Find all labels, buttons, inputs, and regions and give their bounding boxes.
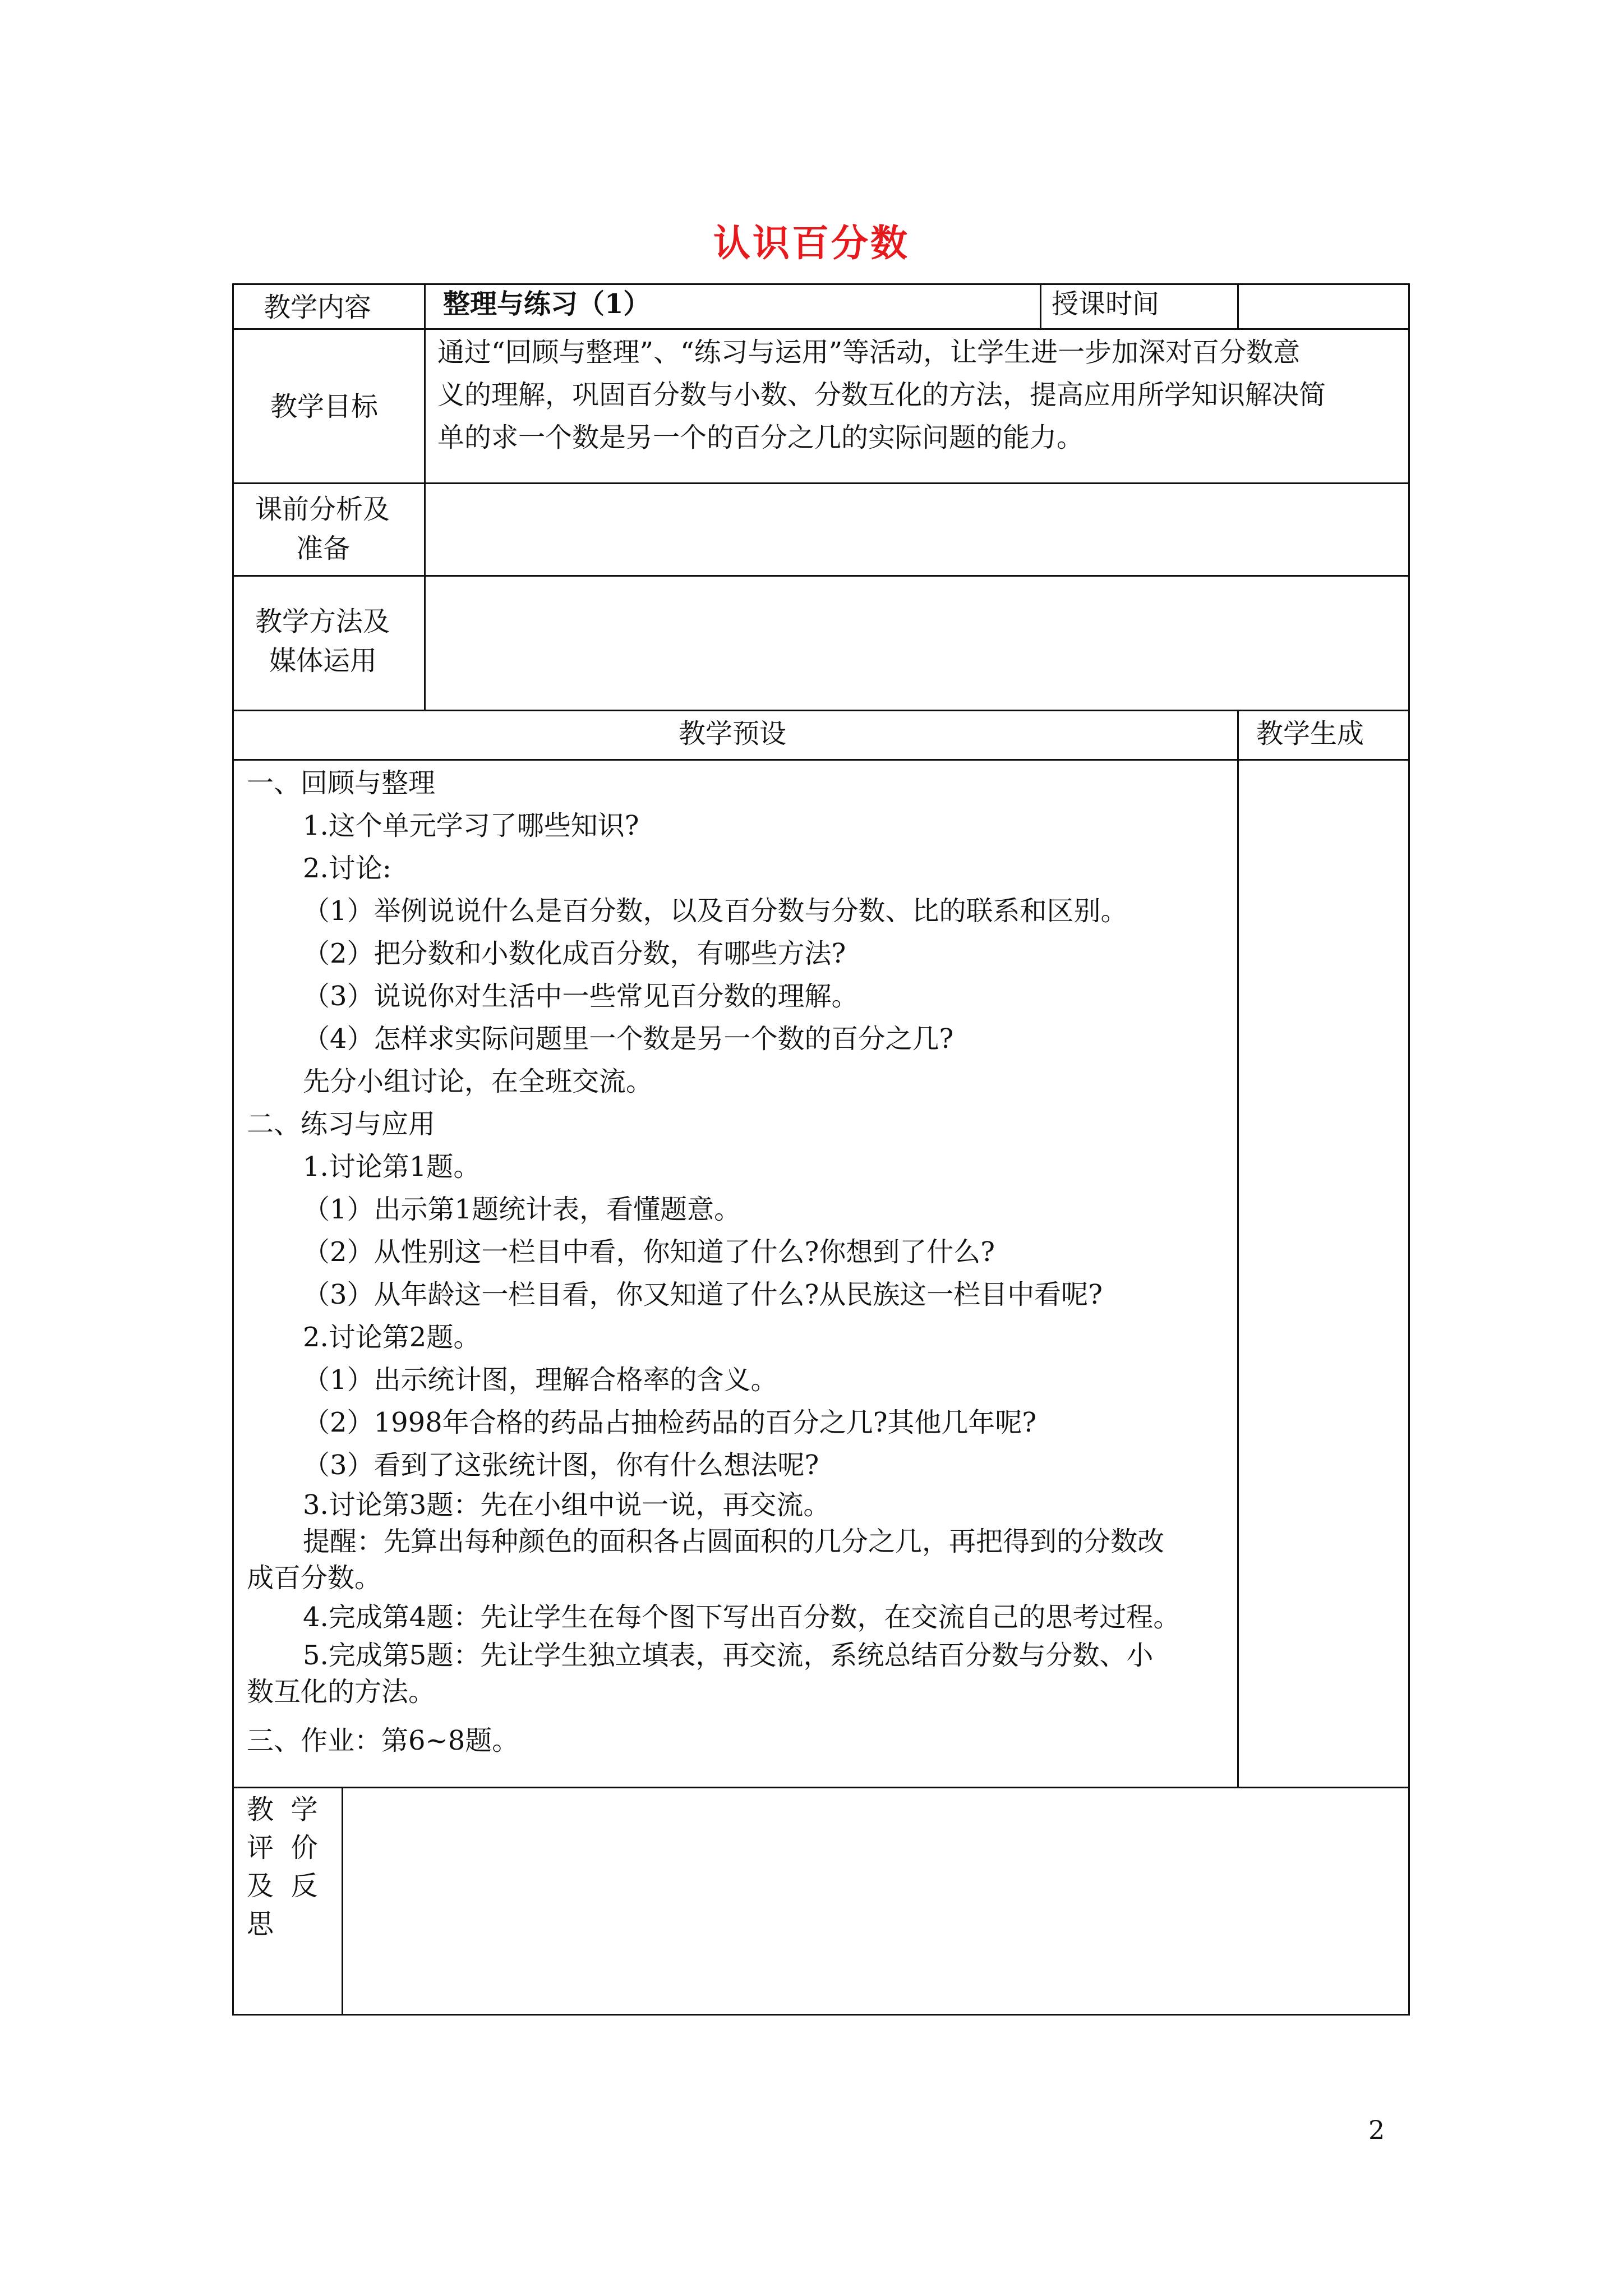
goals-line: 义的理解，巩固百分数与小数、分数互化的方法，提高应用所学知识解决简 bbox=[437, 379, 1326, 411]
plan-line: （3）从年龄这一栏目看，你又知道了什么?从民族这一栏目中看呢? bbox=[303, 1279, 1103, 1310]
plan-line: 提醒：先算出每种颜色的面积各占圆面积的几分之几，再把得到的分数改 bbox=[303, 1526, 1165, 1557]
section-heading: 一、回顾与整理 bbox=[247, 767, 436, 799]
evaluation-line: 及 反 bbox=[247, 1870, 318, 1902]
plan-line: 4.完成第4题：先让学生在每个图下写出百分数，在交流自己的思考过程。 bbox=[303, 1602, 1181, 1633]
plan-line: 2.讨论: bbox=[303, 853, 391, 884]
methods-label-2: 媒体运用 bbox=[269, 645, 377, 677]
plan-line: 5.完成第5题：先让学生独立填表，再交流，系统总结百分数与分数、小 bbox=[303, 1640, 1154, 1671]
plan-line: 1.讨论第1题。 bbox=[303, 1151, 481, 1182]
plan-line: （2）1998年合格的药品占抽检药品的百分之几?其他几年呢? bbox=[303, 1407, 1037, 1438]
plan-line: 2.讨论第2题。 bbox=[303, 1322, 481, 1353]
plan-line: （2）把分数和小数化成百分数，有哪些方法? bbox=[303, 938, 846, 969]
evaluation-line: 评 价 bbox=[247, 1832, 318, 1864]
plan-line: 3.讨论第3题：先在小组中说一说，再交流。 bbox=[303, 1489, 831, 1521]
goals-line: 单的求一个数是另一个的百分之几的实际问题的能力。 bbox=[437, 422, 1084, 453]
plan-line: 先分小组讨论，在全班交流。 bbox=[303, 1066, 653, 1097]
plan-line: （3）说说你对生活中一些常见百分数的理解。 bbox=[303, 981, 859, 1012]
plan-line: 数互化的方法。 bbox=[247, 1676, 436, 1708]
generation-header: 教学生成 bbox=[1256, 718, 1364, 749]
plan-line: （1）出示第1题统计表，看懂题意。 bbox=[303, 1194, 741, 1225]
plan-line: （4）怎样求实际问题里一个数是另一个数的百分之几? bbox=[303, 1023, 954, 1055]
methods-label-1: 教学方法及 bbox=[255, 606, 390, 637]
evaluation-line: 教 学 bbox=[247, 1794, 318, 1825]
plan-line: 1.这个单元学习了哪些知识? bbox=[303, 810, 639, 841]
goals-line: 通过“回顾与整理”、“练习与运用”等活动，让学生进一步加深对百分数意 bbox=[437, 337, 1301, 368]
plan-header: 教学预设 bbox=[679, 718, 787, 749]
time-label: 授课时间 bbox=[1052, 288, 1160, 320]
analysis-label-1: 课前分析及 bbox=[255, 494, 390, 525]
evaluation-line: 思 bbox=[247, 1908, 274, 1940]
plan-line: （3）看到了这张统计图，你有什么想法呢? bbox=[303, 1450, 819, 1481]
plan-line: 成百分数。 bbox=[247, 1562, 382, 1594]
plan-line: （1）出示统计图，理解合格率的含义。 bbox=[303, 1364, 778, 1396]
content-label: 教学内容 bbox=[264, 292, 372, 323]
analysis-label-2: 准备 bbox=[296, 533, 351, 564]
section-heading: 三、作业：第6~8题。 bbox=[247, 1725, 519, 1756]
section-heading: 二、练习与应用 bbox=[247, 1108, 436, 1140]
goals-label: 教学目标 bbox=[270, 391, 379, 422]
page-title: 认识百分数 bbox=[713, 222, 910, 265]
plan-line: （1）举例说说什么是百分数，以及百分数与分数、比的联系和区别。 bbox=[303, 895, 1128, 927]
page-number: 2 bbox=[1368, 2115, 1385, 2145]
plan-line: （2）从性别这一栏目中看，你知道了什么?你想到了什么? bbox=[303, 1236, 995, 1268]
content-value: 整理与练习（1） bbox=[443, 288, 651, 320]
